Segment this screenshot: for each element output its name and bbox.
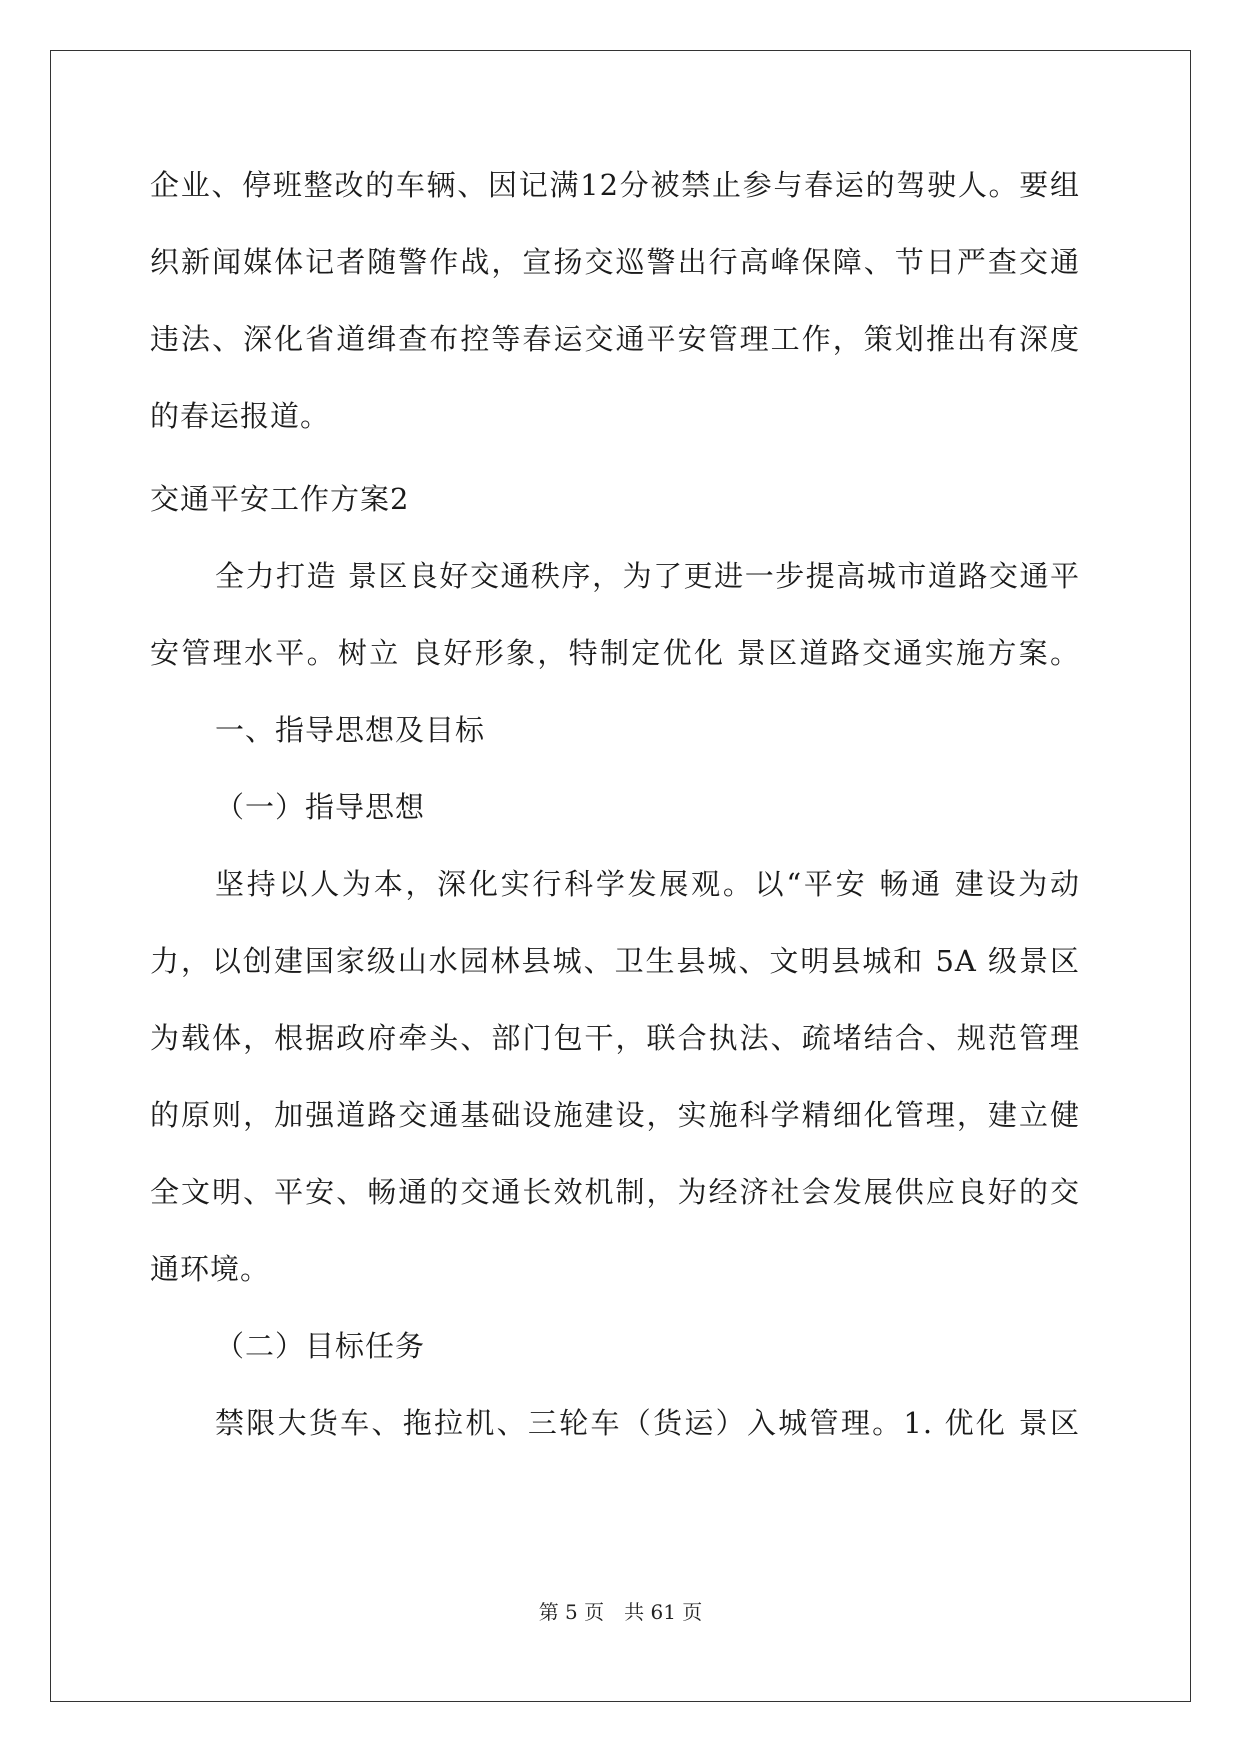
body-text-line: 通环境。 xyxy=(150,1252,271,1286)
subsection-heading: 一、指导思想及目标 xyxy=(215,713,486,747)
body-text-line: 违法、深化省道缉查布控等春运交通平安管理工作，策划推出有深度 xyxy=(150,322,1080,356)
body-text-line: 企业、停班整改的车辆、因记满12分被禁止参与春运的驾驶人。要组 xyxy=(150,168,1080,202)
body-text-line: 织新闻媒体记者随警作战，宣扬交巡警出行高峰保障、节日严查交通 xyxy=(150,245,1080,279)
body-text-line: 坚持以人为本，深化实行科学发展观。以“平安 畅通 建设为动 xyxy=(215,867,1080,901)
subsection-heading: （二）目标任务 xyxy=(215,1329,426,1363)
body-text-line: 力，以创建国家级山水园林县城、卫生县城、文明县城和 5A 级景区 xyxy=(150,944,1080,978)
body-text-line: 禁限大货车、拖拉机、三轮车（货运）入城管理。1. 优化 景区 xyxy=(215,1406,1080,1440)
body-text-line: 的春运报道。 xyxy=(150,399,331,433)
subsection-heading: （一）指导思想 xyxy=(215,790,426,824)
body-text-line: 安管理水平。树立 良好形象，特制定优化 景区道路交通实施方案。 xyxy=(150,636,1080,670)
body-text-line: 为载体，根据政府牵头、部门包干，联合执法、疏堵结合、规范管理 xyxy=(150,1021,1080,1055)
body-text-line: 全力打造 景区良好交通秩序，为了更进一步提高城市道路交通平 xyxy=(215,559,1080,593)
body-text-line: 的原则，加强道路交通基础设施建设，实施科学精细化管理，建立健 xyxy=(150,1098,1080,1132)
section-heading: 交通平安工作方案2 xyxy=(150,482,410,516)
body-text-line: 全文明、平安、畅通的交通长效机制，为经济社会发展供应良好的交 xyxy=(150,1175,1080,1209)
page-number: 第 5 页 共 61 页 xyxy=(538,1600,703,1624)
